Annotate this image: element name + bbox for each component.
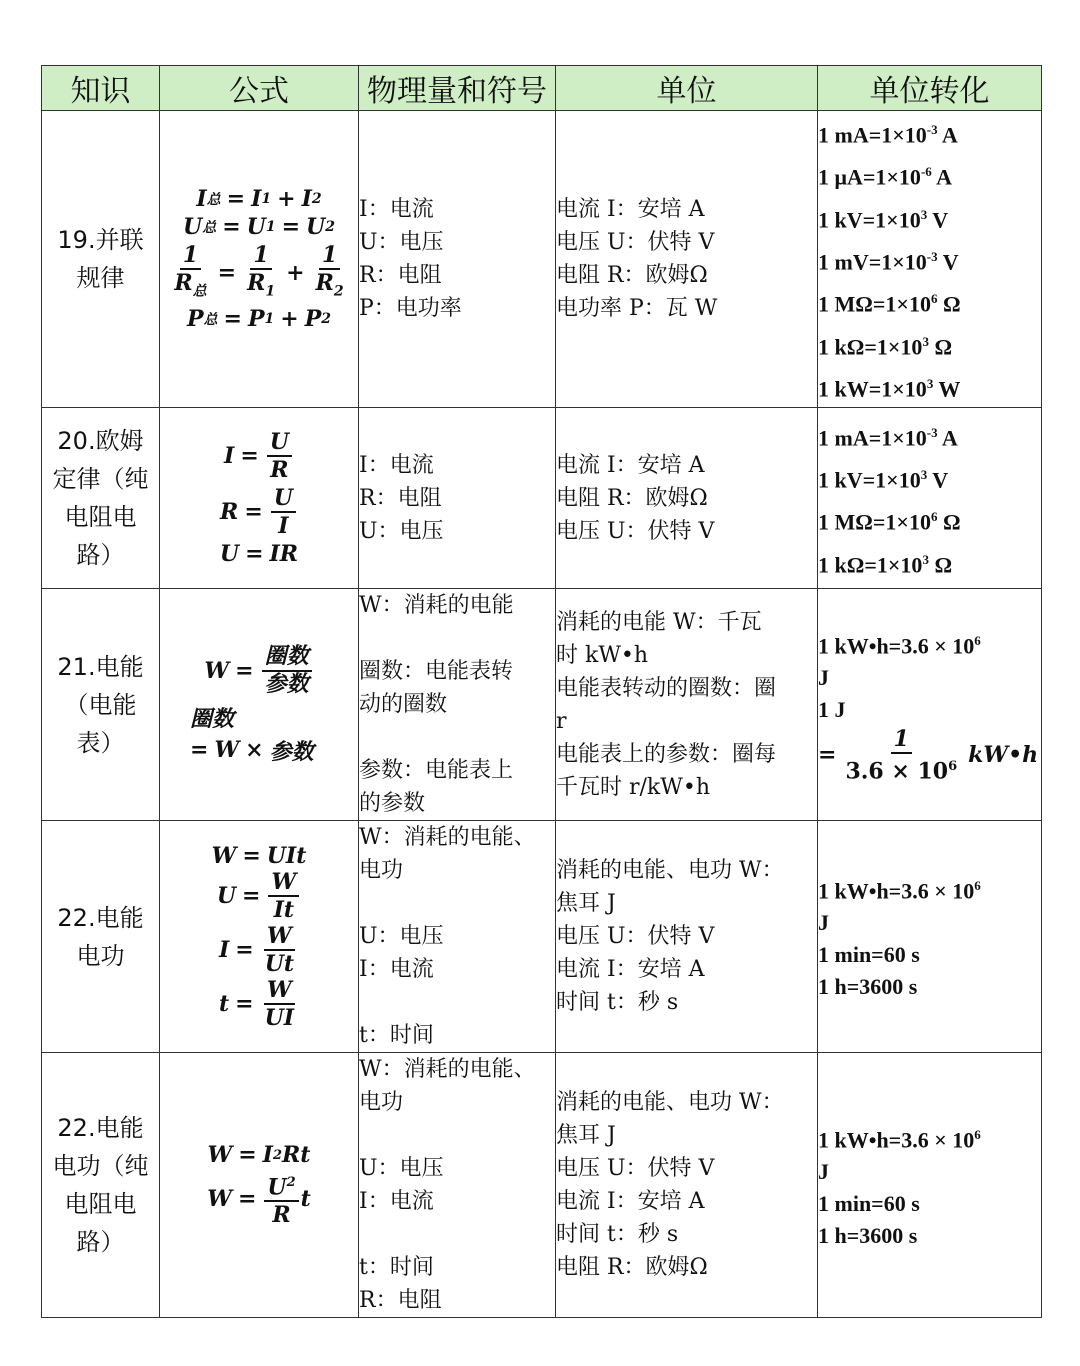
conversion-cell: 1 kW•h=3.6 × $10^6$ J 1 min=60 s 1 h=3600 s: [818, 1053, 1042, 1318]
formula-cell: [160, 589, 359, 821]
symbol-cell: W：消耗的电能 圈数：电能表转 动的圈数 参数：电能表上 的参数: [359, 589, 556, 821]
conversion-cell: 1 kW•h=3.6 × $10^6$ J 1 J = $\frac{1}{3.6 \times 10^6}$ kW•h: [818, 589, 1042, 821]
symbol-cell: W：消耗的电能、 电功 U：电压 I：电流 t：时间 R：电阻: [359, 1053, 556, 1318]
unit-cell: 电流 I：安培 A 电压 U：伏特 V 电阻 R：欧姆Ω 电功率 P：瓦 W: [556, 111, 818, 408]
formula-line: U = $\frac{W}{It}$: [160, 869, 358, 923]
formula-line: W = $\frac{\text{圈数}}{\text{参数}}$: [160, 644, 358, 698]
unit-cell: 消耗的电能、电功 W： 焦耳 J 电压 U：伏特 V 电流 I：安培 A 时间 t：秒 s: [556, 821, 818, 1053]
formula-line: $\frac{1}{R_总}$ = $\frac{1}{R_1}$ + $\frac{1}{R_2}$: [174, 241, 344, 300]
header-conversion: 单位转化: [818, 66, 1042, 111]
table-row: [42, 589, 1042, 821]
unit-cell: 消耗的电能 W：千瓦 时 kW•h 电能表转动的圈数：圈 r 电能表上的参数：圈每 千瓦时 r/kW•h: [556, 589, 818, 821]
topic-cell: 20.欧姆 定律（纯 电阻电 路）: [42, 408, 160, 589]
conversion-formula: = $\frac{1}{3.6 \times 10^6}$ kW•h: [818, 726, 1039, 785]
formula-line: = W × 参数: [190, 737, 314, 765]
conversion-cell: 1 $mA=1\times 10^{-3}$ A 1 $\mu A=1\times 10^{-6}$ A 1 $kV=1\times 10^3$ V 1 $mV=1\times 10^{-3}$ V 1 $M\Omega=1\times 10^6$ Ω 1 $k\Omega=1\times 10^3$ Ω 1 $kW=1\times 10^3$ W: [818, 111, 1042, 408]
topic-cell: 19.并联 规律: [42, 111, 160, 408]
formula-line: t = $\frac{W}{UI}$: [218, 976, 295, 1031]
formula-line: P 总 = P 1 + P 2: [186, 306, 331, 333]
formula-line: I = $\frac{W}{Ut}$: [218, 922, 295, 977]
symbol-cell: W：消耗的电能、 电功 U：电压 I：电流 t：时间: [359, 821, 556, 1053]
formula-line: U 总 = U 1 = U 2: [183, 213, 335, 240]
formula-line: I 总 = I 1 + I 2: [196, 185, 322, 212]
formula-line: W = UIt: [211, 842, 307, 869]
formula-line: I = $\frac{U}{R}$: [160, 429, 358, 483]
conversion-cell: 1 $mA=1\times 10^{-3}$ A 1 $kV=1\times 10^3$ V 1 $M\Omega=1\times 10^6$ Ω 1 $k\Omega=1\times 10^3$ Ω: [818, 408, 1042, 589]
symbol-cell: I：电流 R：电阻 U：电压: [359, 408, 556, 589]
header-unit: 单位: [556, 66, 818, 111]
formula-line: W = $\frac{U^2}{R}$ t: [160, 1170, 358, 1228]
formula-line: 圈数: [190, 706, 235, 732]
header-topic: 知识: [42, 66, 160, 111]
formula-line: W = I 2 Rt: [207, 1142, 311, 1169]
header-formula: 公式: [160, 66, 359, 111]
table-row: [42, 408, 1042, 589]
table-row: [42, 1053, 1042, 1318]
formula-cell: [160, 821, 359, 1053]
symbol-cell: I：电流 U：电压 R：电阻 P：电功率: [359, 111, 556, 408]
topic-cell: 22.电能 电功: [42, 821, 160, 1053]
header-symbols: 物理量和符号: [359, 66, 556, 111]
table-row: [42, 821, 1042, 1053]
conversion-cell: 1 kW•h=3.6 × $10^6$ J 1 min=60 s 1 h=3600 s: [818, 821, 1042, 1053]
formula-cell: [160, 1053, 359, 1318]
topic-cell: 21.电能 （电能 表）: [42, 589, 160, 821]
formula-cell: [160, 408, 359, 589]
topic-cell: 22.电能 电功（纯 电阻电 路）: [42, 1053, 160, 1318]
formula-line: R = $\frac{U}{I}$: [160, 485, 358, 539]
header-row: [42, 66, 1042, 111]
unit-cell: 电流 I：安培 A 电阻 R：欧姆Ω 电压 U：伏特 V: [556, 408, 818, 589]
unit-cell: 消耗的电能、电功 W： 焦耳 J 电压 U：伏特 V 电流 I：安培 A 时间 t：秒 s 电阻 R：欧姆Ω: [556, 1053, 818, 1318]
formula-cell: [160, 111, 359, 408]
formula-line: U = IR: [219, 541, 299, 568]
table-row: [42, 111, 1042, 408]
physics-table: [41, 65, 1042, 1318]
